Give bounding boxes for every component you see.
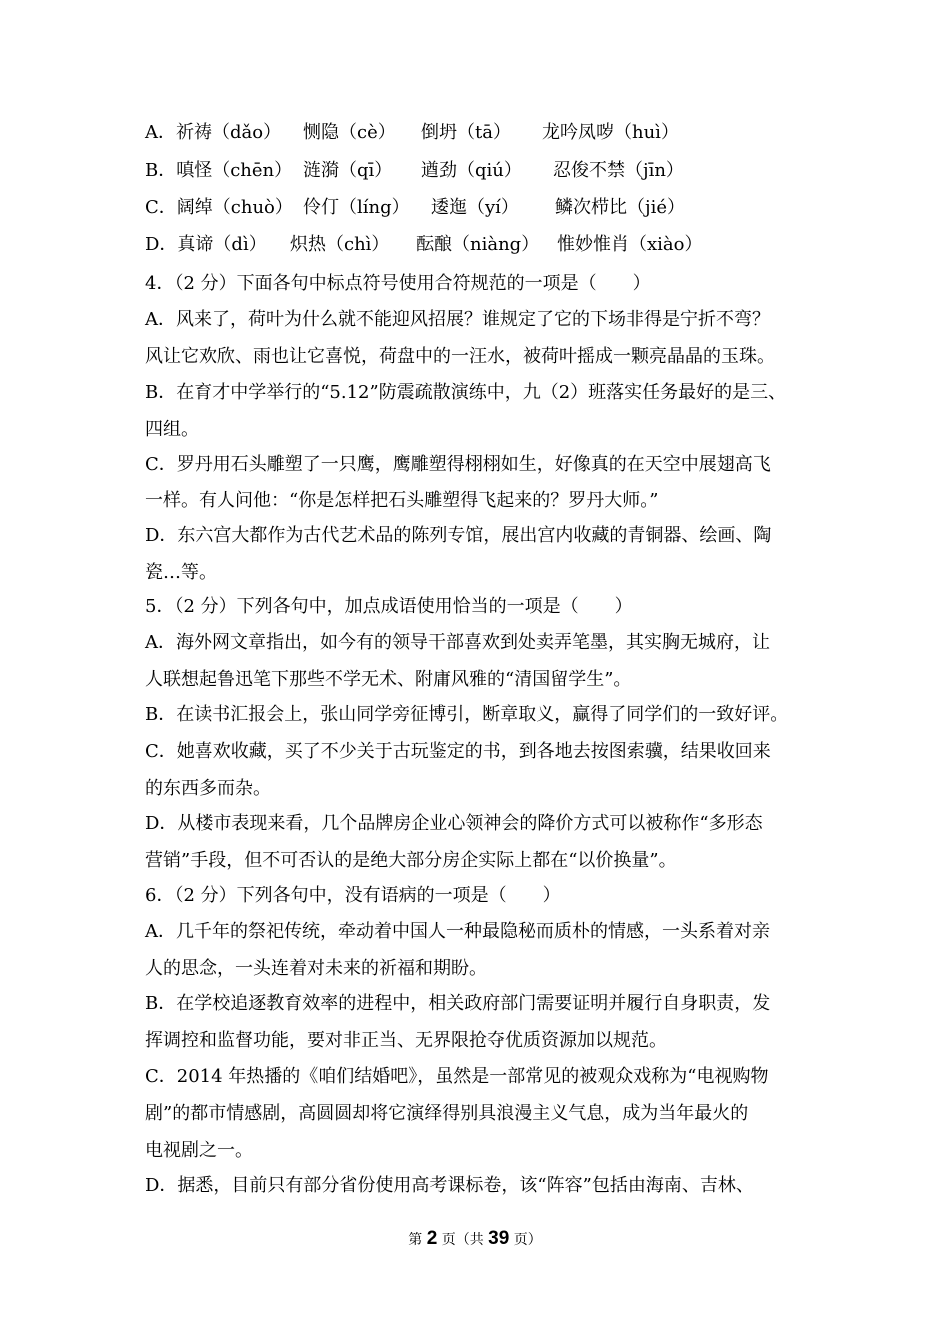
page-footer [0, 1228, 950, 1251]
footer-prefix: 第 [408, 1232, 427, 1248]
q3-option-c-item-2: 伶仃（líng） [303, 197, 410, 218]
question-6-option: B．在学校追逐教育效率的进程中，相关政府部门需要证明并履行自身职责，发 [145, 993, 771, 1014]
question-4-option: A．风来了，荷叶为什么就不能迎风招展？谁规定了它的下场非得是宁折不弯？ [145, 309, 770, 330]
q3-option-c-item-1: C．阔绰（chuò） [145, 197, 293, 218]
q3-option-d-item-2: 炽热（chì） [290, 234, 390, 255]
question-4-option: 一样。有人问他：“你是怎样把石头雕塑得飞起来的？罗丹大师。” [145, 490, 659, 511]
total-page-count: 39 [488, 1228, 510, 1249]
q3-option-b-item-1: B．嗔怪（chēn） [145, 160, 293, 181]
question-4-stem: 4．（2 分）下面各句中标点符号使用合符规范的一项是（ ） [145, 273, 651, 294]
question-5-option: A．海外网文章指出，如今有的领导干部喜欢到处卖弄笔墨，其实胸无城府，让 [145, 632, 770, 653]
current-page-number: 2 [426, 1228, 438, 1249]
q3-option-c-item-3: 逶迤（yí） [431, 197, 519, 218]
question-4-option: 瓷…等。 [145, 562, 217, 583]
question-6-option: D．据悉，目前只有部分省份使用高考课标卷，该“阵容”包括由海南、吉林、 [145, 1175, 754, 1196]
q3-option-b-item-2: 涟漪（qī） [303, 160, 393, 181]
question-5-option: D．从楼市表现来看，几个品牌房企业心领神会的降价方式可以被称作“多形态 [145, 813, 763, 834]
question-4-option: 风让它欢欣、雨也让它喜悦，荷盘中的一汪水，被荷叶摇成一颗亮晶晶的玉珠。 [145, 346, 775, 367]
question-6-stem: 6．（2 分）下列各句中，没有语病的一项是（ ） [145, 885, 561, 906]
question-6-option: A．几千年的祭祀传统，牵动着中国人一种最隐秘而质朴的情感，一头系着对亲 [145, 921, 770, 942]
question-6-option: 电视剧之一。 [145, 1140, 253, 1161]
question-6-option: 挥调控和监督功能，要对非正当、无界限抢夺优质资源加以规范。 [145, 1030, 667, 1051]
question-6-option: 剧”的都市情感剧，高圆圆却将它演绎得别具浪漫主义气息，成为当年最火的 [145, 1103, 749, 1124]
question-5-option: 营销”手段，但不可否认的是绝大部分房企实际上都在“以价换量”。 [145, 850, 677, 871]
question-5-option: B．在读书汇报会上，张山同学旁征博引，断章取义，赢得了同学们的一致好评。 [145, 704, 789, 725]
q3-option-a-item-4: 龙吟凤哕（huì） [542, 122, 679, 143]
q3-option-d-item-3: 酝酿（niàng） [416, 234, 540, 255]
question-4-option: C．罗丹用石头雕塑了一只鹰，鹰雕塑得栩栩如生，好像真的在天空中展翅高飞 [145, 454, 771, 475]
question-6-option: C．2014 年热播的《咱们结婚吧》，虽然是一部常见的被观众戏称为“电视购物 [145, 1066, 769, 1087]
footer-suffix: 页） [509, 1232, 542, 1248]
q3-option-a-item-2: 恻隐（cè） [303, 122, 396, 143]
question-6-option: 人的思念，一头连着对未来的祈福和期盼。 [145, 958, 487, 979]
question-4-option: D．东六宫大都作为古代艺术品的陈列专馆，展出宫内收藏的青铜器、绘画、陶 [145, 525, 772, 546]
q3-option-d-item-1: D．真谛（dì） [145, 234, 267, 255]
q3-option-d-item-4: 惟妙惟肖（xiào） [557, 234, 703, 255]
question-5-option: 的东西多而杂。 [145, 778, 271, 799]
q3-option-b-item-4: 忍俊不禁（jīn） [553, 160, 684, 181]
q3-option-c-item-4: 鳞次栉比（jié） [555, 197, 685, 218]
question-4-option: B．在育才中学举行的“5.12”防震疏散演练中，九（2）班落实任务最好的是三、 [145, 382, 787, 403]
q3-option-a-item-3: 倒坍（tā） [421, 122, 511, 143]
q3-option-b-item-3: 遒劲（qiú） [421, 160, 522, 181]
question-5-stem: 5．（2 分）下列各句中，加点成语使用恰当的一项是（ ） [145, 596, 633, 617]
question-4-option: 四组。 [145, 419, 199, 440]
footer-middle: 页（共 [437, 1232, 489, 1248]
q3-option-a-item-1: A．祈祷（dǎo） [145, 122, 282, 143]
question-5-option: C．她喜欢收藏，买了不少关于古玩鉴定的书，到各地去按图索骥，结果收回来 [145, 741, 771, 762]
question-5-option: 人联想起鲁迅笔下那些不学无术、附庸风雅的“清国留学生”。 [145, 669, 632, 690]
